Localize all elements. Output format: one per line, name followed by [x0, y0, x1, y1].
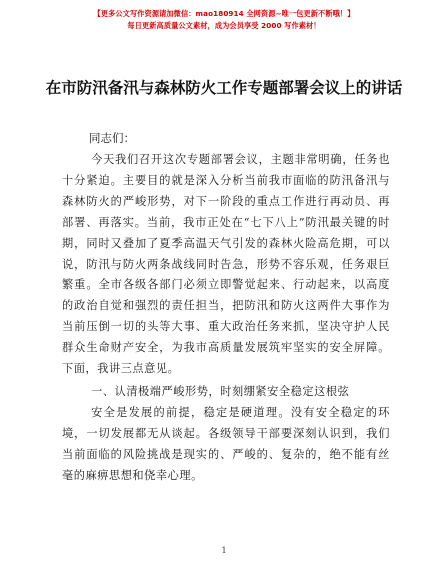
page-number: 1	[221, 546, 227, 555]
section-heading: 一、认清极端严峻形势，时刻绷紧安全稳定这根弦	[91, 384, 350, 398]
promo-banner	[0, 8, 448, 32]
document-title: 在市防汛备汛与森林防火工作专题部署会议上的讲话	[45, 79, 403, 97]
body-paragraph: 今天我们召开这次专题部署会议，主题非常明确，任务也十分紧迫。主要目的就是深入分析当前我市面临的防汛备汛与森林防火的严峻形势，对下一阶段的重点工作进行再动员、再部署、再落实。当前，我市正处在“七下八上”防汛最关键的时期，同时又叠加了夏季高温天气引发的森林火险高危期，可以说，防汛与防火两条战线同时告急，形势不容乐观，任务艰巨繁重。全市各级各部门必须立即警觉起来、行动起来，以高度的政治自觉和强烈的责任担当，把防汛和防火这两件大事作为当前压倒一切的头等大事、重大政治任务来抓，坚决守护人民群众生命财产安全，为我市高质量发展筑牢坚实的安全屏障。下面，我讲三点意见。	[62, 153, 390, 376]
section-paragraph: 安全是发展的前提，稳定是硬道理。没有安全稳定的环境，一切发展都无从谈起。各级领导干部要深刻认识到，我们当前面临的风险挑战是现实的、严峻的、复杂的，绝不能有丝毫的麻痹思想和侥幸心理。	[62, 405, 390, 482]
salutation: 同志们：	[89, 131, 135, 145]
promo-banner-line-1: 【更多公文写作资源请加微信：mao180914 全网资源~唯一包更新不断哦！】	[93, 9, 355, 18]
document-body	[62, 150, 390, 487]
promo-banner-line-2: 每日更新高质量公文素材，成为会员享受 2000 写作素材！	[127, 21, 321, 30]
